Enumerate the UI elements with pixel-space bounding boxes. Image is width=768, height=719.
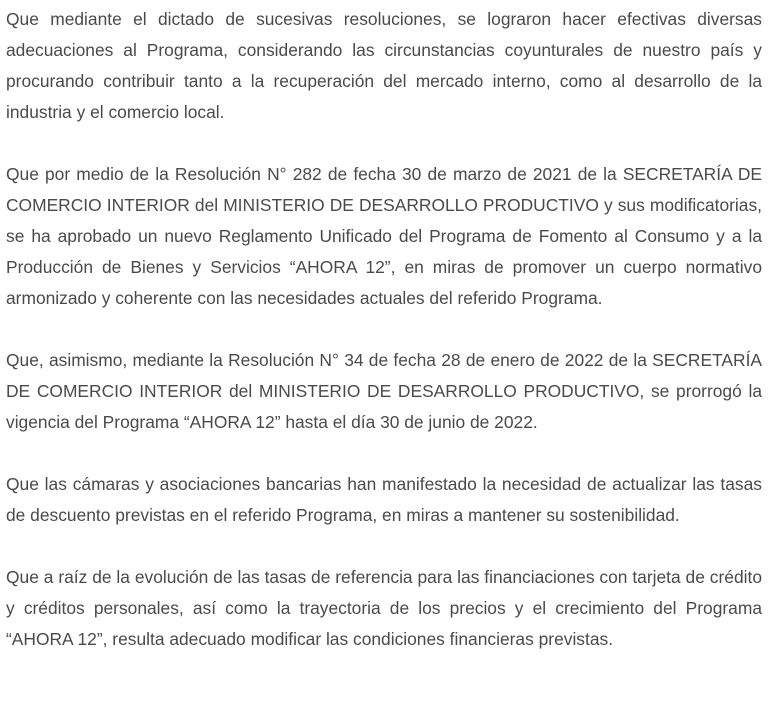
paragraph-resoluciones: Que mediante el dictado de sucesivas resoluciones, se lograron hacer efectivas diversas adecuaciones al Programa, considerando las circunstancias coyunturales de nuestro país y procurando contribuir tanto a la recuperación del mercado interno, como al desarrollo de la industria y el comercio local. bbox=[6, 9, 762, 122]
paragraph-resolucion-34: Que, asimismo, mediante la Resolución N° 34 de fecha 28 de enero de 2022 de la SECRETARÍA DE COMERCIO INTERIOR del MINISTERIO DE DESARROLLO PRODUCTIVO, se prorrogó la vigencia del Programa “AHORA 12” hasta el día 30 de junio de 2022. bbox=[6, 350, 762, 432]
paragraph-tasas-referencia: Que a raíz de la evolución de las tasas de referencia para las financiaciones con tarjeta de crédito y créditos personales, así como la trayectoria de los precios y el crecimiento del Programa “AHORA 12”, resulta adecuado modificar las condiciones financieras previstas. bbox=[6, 567, 762, 649]
paragraph-resolucion-282: Que por medio de la Resolución N° 282 de fecha 30 de marzo de 2021 de la SECRETARÍA DE COMERCIO INTERIOR del MINISTERIO DE DESARROLLO PRODUCTIVO y sus modificatorias, se ha aprobado un nuevo Reglamento Unificado del Programa de Fomento al Consumo y a la Producción de Bienes y Servicios “AHORA 12”, en miras de promover un cuerpo normativo armonizado y coherente con las necesidades actuales del referido Programa. bbox=[6, 164, 762, 308]
paragraph-camaras-bancarias: Que las cámaras y asociaciones bancarias han manifestado la necesidad de actualizar las tasas de descuento previstas en el referido Programa, en miras a mantener su sostenibilidad. bbox=[6, 474, 762, 525]
